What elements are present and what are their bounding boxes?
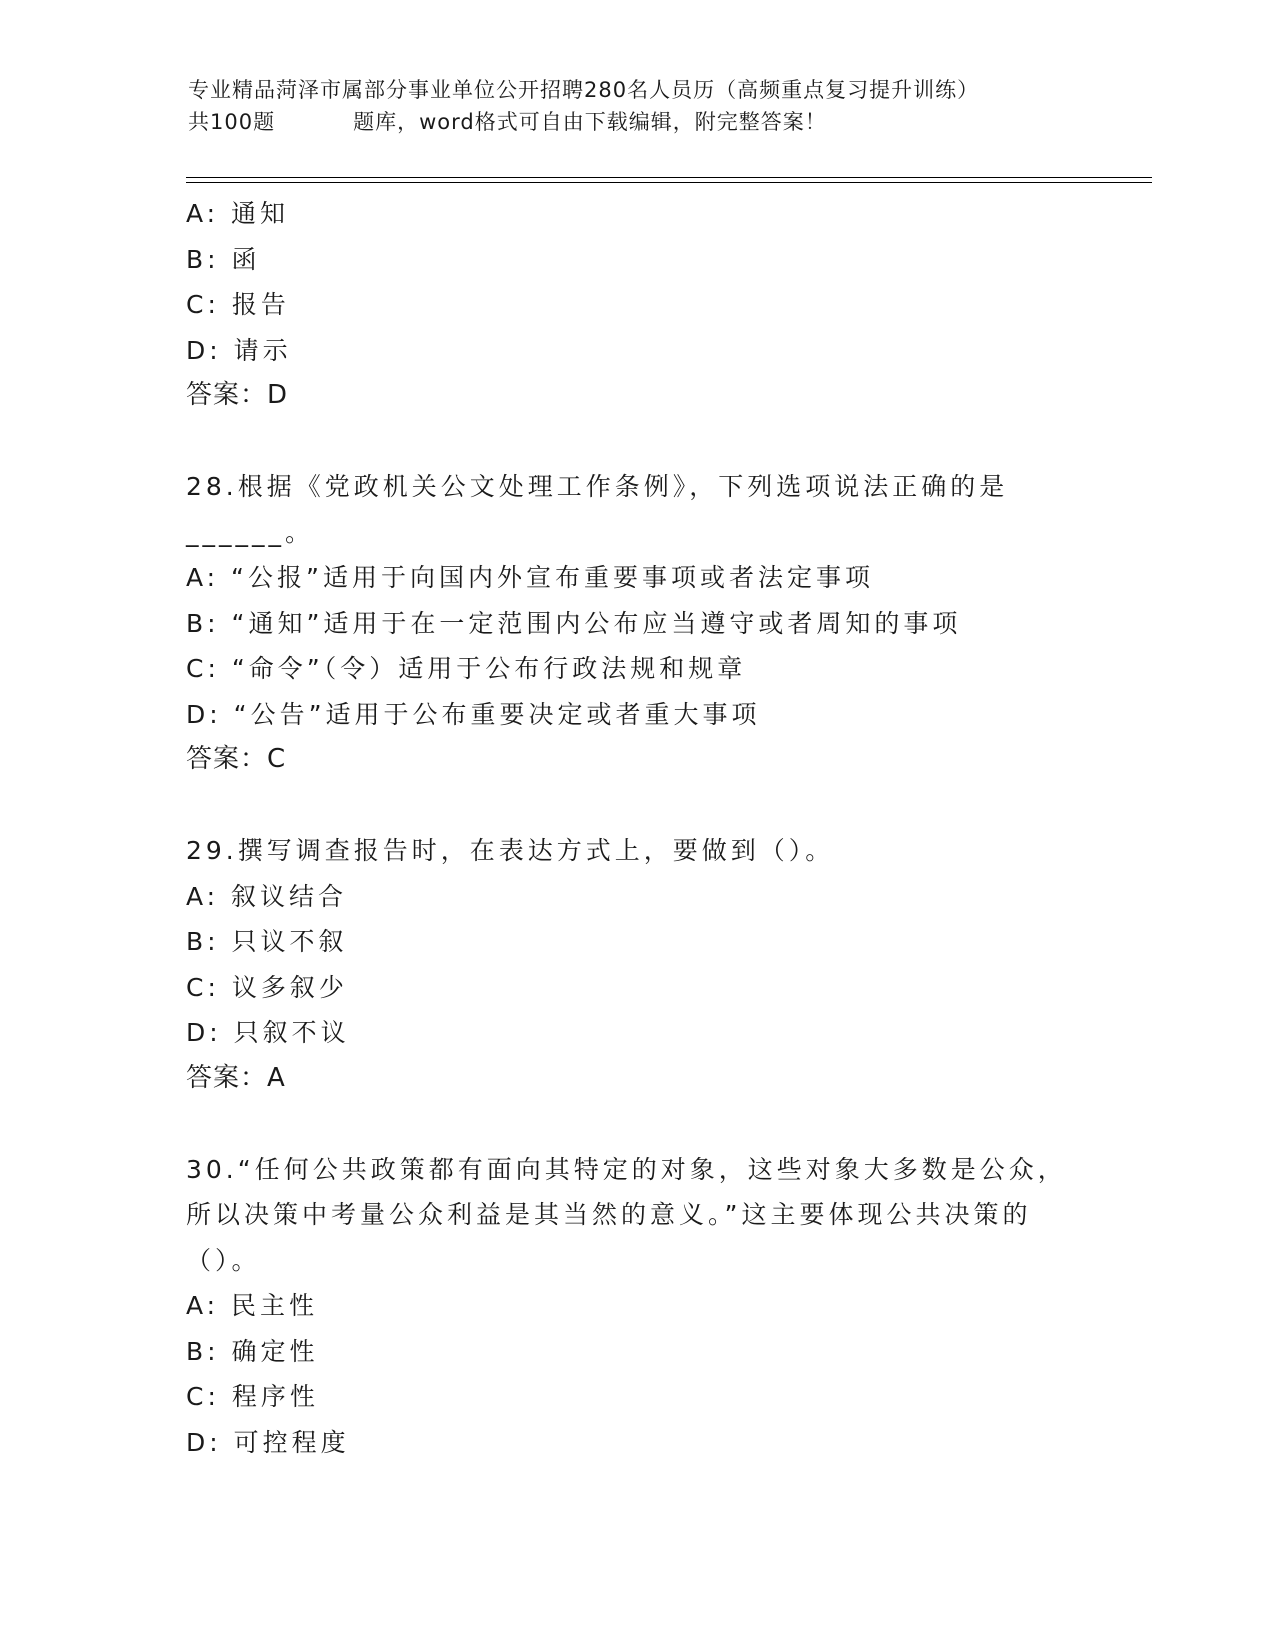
question-30 — [186, 1147, 1086, 1466]
option-a: A: “公报”适用于向国内外宣布重要事项或者法定事项 — [186, 563, 874, 592]
question-27 — [186, 191, 1086, 419]
option-d: D: 请示 — [186, 335, 292, 365]
question-stem: 30.“任何公共政策都有面向其特定的对象，这些对象大多数是公众， — [186, 1154, 1067, 1184]
question-stem-cont: 所以决策中考量公众利益是其当然的意义。”这主要体现公共决策的 — [186, 1200, 1032, 1229]
option-d: D: 只叙不议 — [186, 1018, 350, 1047]
option-a: A: 叙议结合 — [186, 881, 348, 911]
question-29 — [186, 828, 1086, 1101]
option-a: A: 民主性 — [186, 1291, 319, 1320]
option-b: B: “通知”适用于在一定范围内公布应当遵守或者周知的事项 — [186, 608, 962, 638]
option-b: B: 只议不叙 — [186, 927, 348, 956]
header-title: 专业精品菏泽市属部分事业单位公开招聘280名人员历（高频重点复习提升训练） — [188, 78, 980, 102]
option-b: B: 函 — [186, 244, 261, 274]
header-description: 题库，word格式可自由下载编辑，附完整答案！ — [353, 110, 827, 134]
option-c: C: 报告 — [186, 290, 290, 319]
option-a: A: 通知 — [186, 199, 290, 228]
answer: 答案：A — [186, 1062, 286, 1093]
option-b: B: 确定性 — [186, 1336, 319, 1366]
header-question-count: 共100题 — [188, 110, 276, 134]
option-c: C: 程序性 — [186, 1382, 319, 1411]
header-rule-bottom — [186, 182, 1152, 183]
question-stem: 28.根据《党政机关公文处理工作条例》，下列选项说法正确的是 — [186, 472, 1009, 501]
option-c: C: 议多叙少 — [186, 972, 348, 1002]
answer: 答案：D — [186, 380, 289, 410]
question-list — [186, 191, 1086, 1465]
question-28 — [186, 464, 1086, 783]
header-subtitle — [188, 106, 1088, 138]
option-d: D: 可控程度 — [186, 1427, 350, 1457]
header-rule-top — [186, 177, 1152, 178]
question-stem-blank: ______。 — [186, 517, 315, 547]
question-stem: 29.撰写调查报告时，在表达方式上，要做到（）。 — [186, 836, 835, 865]
option-c: C: “命令”（令）适用于公布行政法规和规章 — [186, 654, 747, 683]
answer: 答案：C — [186, 744, 287, 774]
question-stem-end: （）。 — [186, 1245, 261, 1275]
document-header — [188, 74, 1088, 138]
option-d: D: “公告”适用于公布重要决定或者重大事项 — [186, 699, 761, 729]
